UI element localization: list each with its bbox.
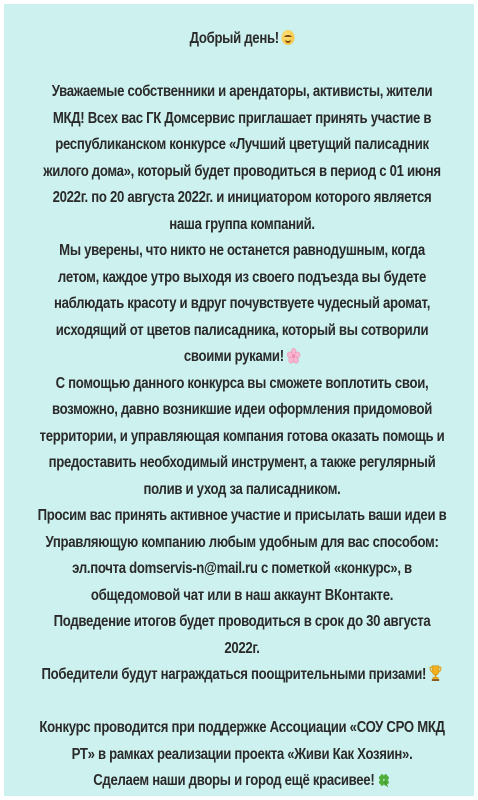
paragraph-3-line: территории, и управляющая компания готова оказать помощь и — [39, 427, 445, 445]
paragraph-4-line: общедомовой чат или в наш аккаунт ВКонтакте. — [90, 586, 394, 604]
paragraph-1-line: МКД! Всех вас ГК Домсервис приглашает принять участие в — [52, 109, 432, 127]
slightly-smiling-face-icon — [281, 30, 294, 45]
paragraph-1-line: жилого дома», который будет проводиться в период с 01 июня — [43, 162, 441, 180]
paragraph-2-last-text: своими руками! — [183, 348, 284, 365]
paragraph-1-line: наша группа компаний. — [169, 215, 315, 233]
four-leaf-clover-icon — [377, 772, 391, 788]
blank-line — [14, 53, 470, 80]
paragraph-2-last-line — [14, 344, 470, 371]
paragraph-5-line: 2022г. — [224, 639, 260, 657]
paragraph-2-line: исходящий от цветов палисадника, который вы сотворили — [55, 321, 429, 339]
paragraph-3-line: возможно, давно возникшие идеи оформления придомовой — [51, 401, 432, 418]
paragraph-2-line: наблюдать красоту и вдруг почувствуете чудесный аромат, — [53, 295, 431, 312]
paragraph-3-line: полив и уход за палисадником. — [143, 480, 341, 498]
paragraph-3-line: С помощью данного конкурса вы сможете воплотить свои, — [55, 374, 429, 392]
closing-text: Сделаем наши дворы и город ещё красивее! — [93, 772, 375, 789]
winners-line — [14, 662, 470, 689]
greeting-line — [14, 26, 470, 53]
paragraph-3-line: предоставить необходимый инструмент, а также регулярный — [48, 454, 436, 471]
paragraph-1-line: 2022г. по 20 августа 2022г. и инициатором которого является — [52, 189, 432, 206]
cherry-blossom-icon — [286, 348, 300, 364]
announcement-text — [14, 26, 470, 795]
paragraph-6-line: Конкурс проводится при поддержке Ассоциации «СОУ СРО МКД — [39, 719, 445, 736]
trophy-icon — [429, 664, 443, 682]
paragraph-2-line: Мы уверены, что никто не останется равнодушным, когда — [59, 242, 425, 259]
paragraph-1-line: Уважаемые собственники и арендаторы, активисты, жители — [51, 83, 433, 100]
paragraph-4-line: эл.почта domservis-n@mail.ru с пометкой «конкурс», в — [72, 560, 412, 577]
paragraph-4-line: Управляющую компанию любым удобным для вас способом: — [45, 533, 439, 551]
paragraph-5-line: Подведение итогов будет проводиться в срок до 30 августа — [53, 613, 431, 630]
closing-line — [14, 768, 470, 795]
paragraph-4-line: Просим вас принять активное участие и присылать ваши идеи в — [37, 507, 447, 524]
paragraph-2-line: летом, каждое утро выходя из своего подъезда вы будете — [57, 268, 427, 286]
paragraph-6-line: РТ» в рамках реализации проекта «Живи Как Хозяин». — [71, 745, 413, 763]
paragraph-1-line: республиканском конкурсе «Лучший цветущий палисадник — [55, 136, 429, 153]
winners-text: Победители будут награждаться поощрительными призами! — [41, 666, 427, 683]
blank-line — [14, 689, 470, 716]
greeting-text: Добрый день! — [189, 30, 279, 47]
